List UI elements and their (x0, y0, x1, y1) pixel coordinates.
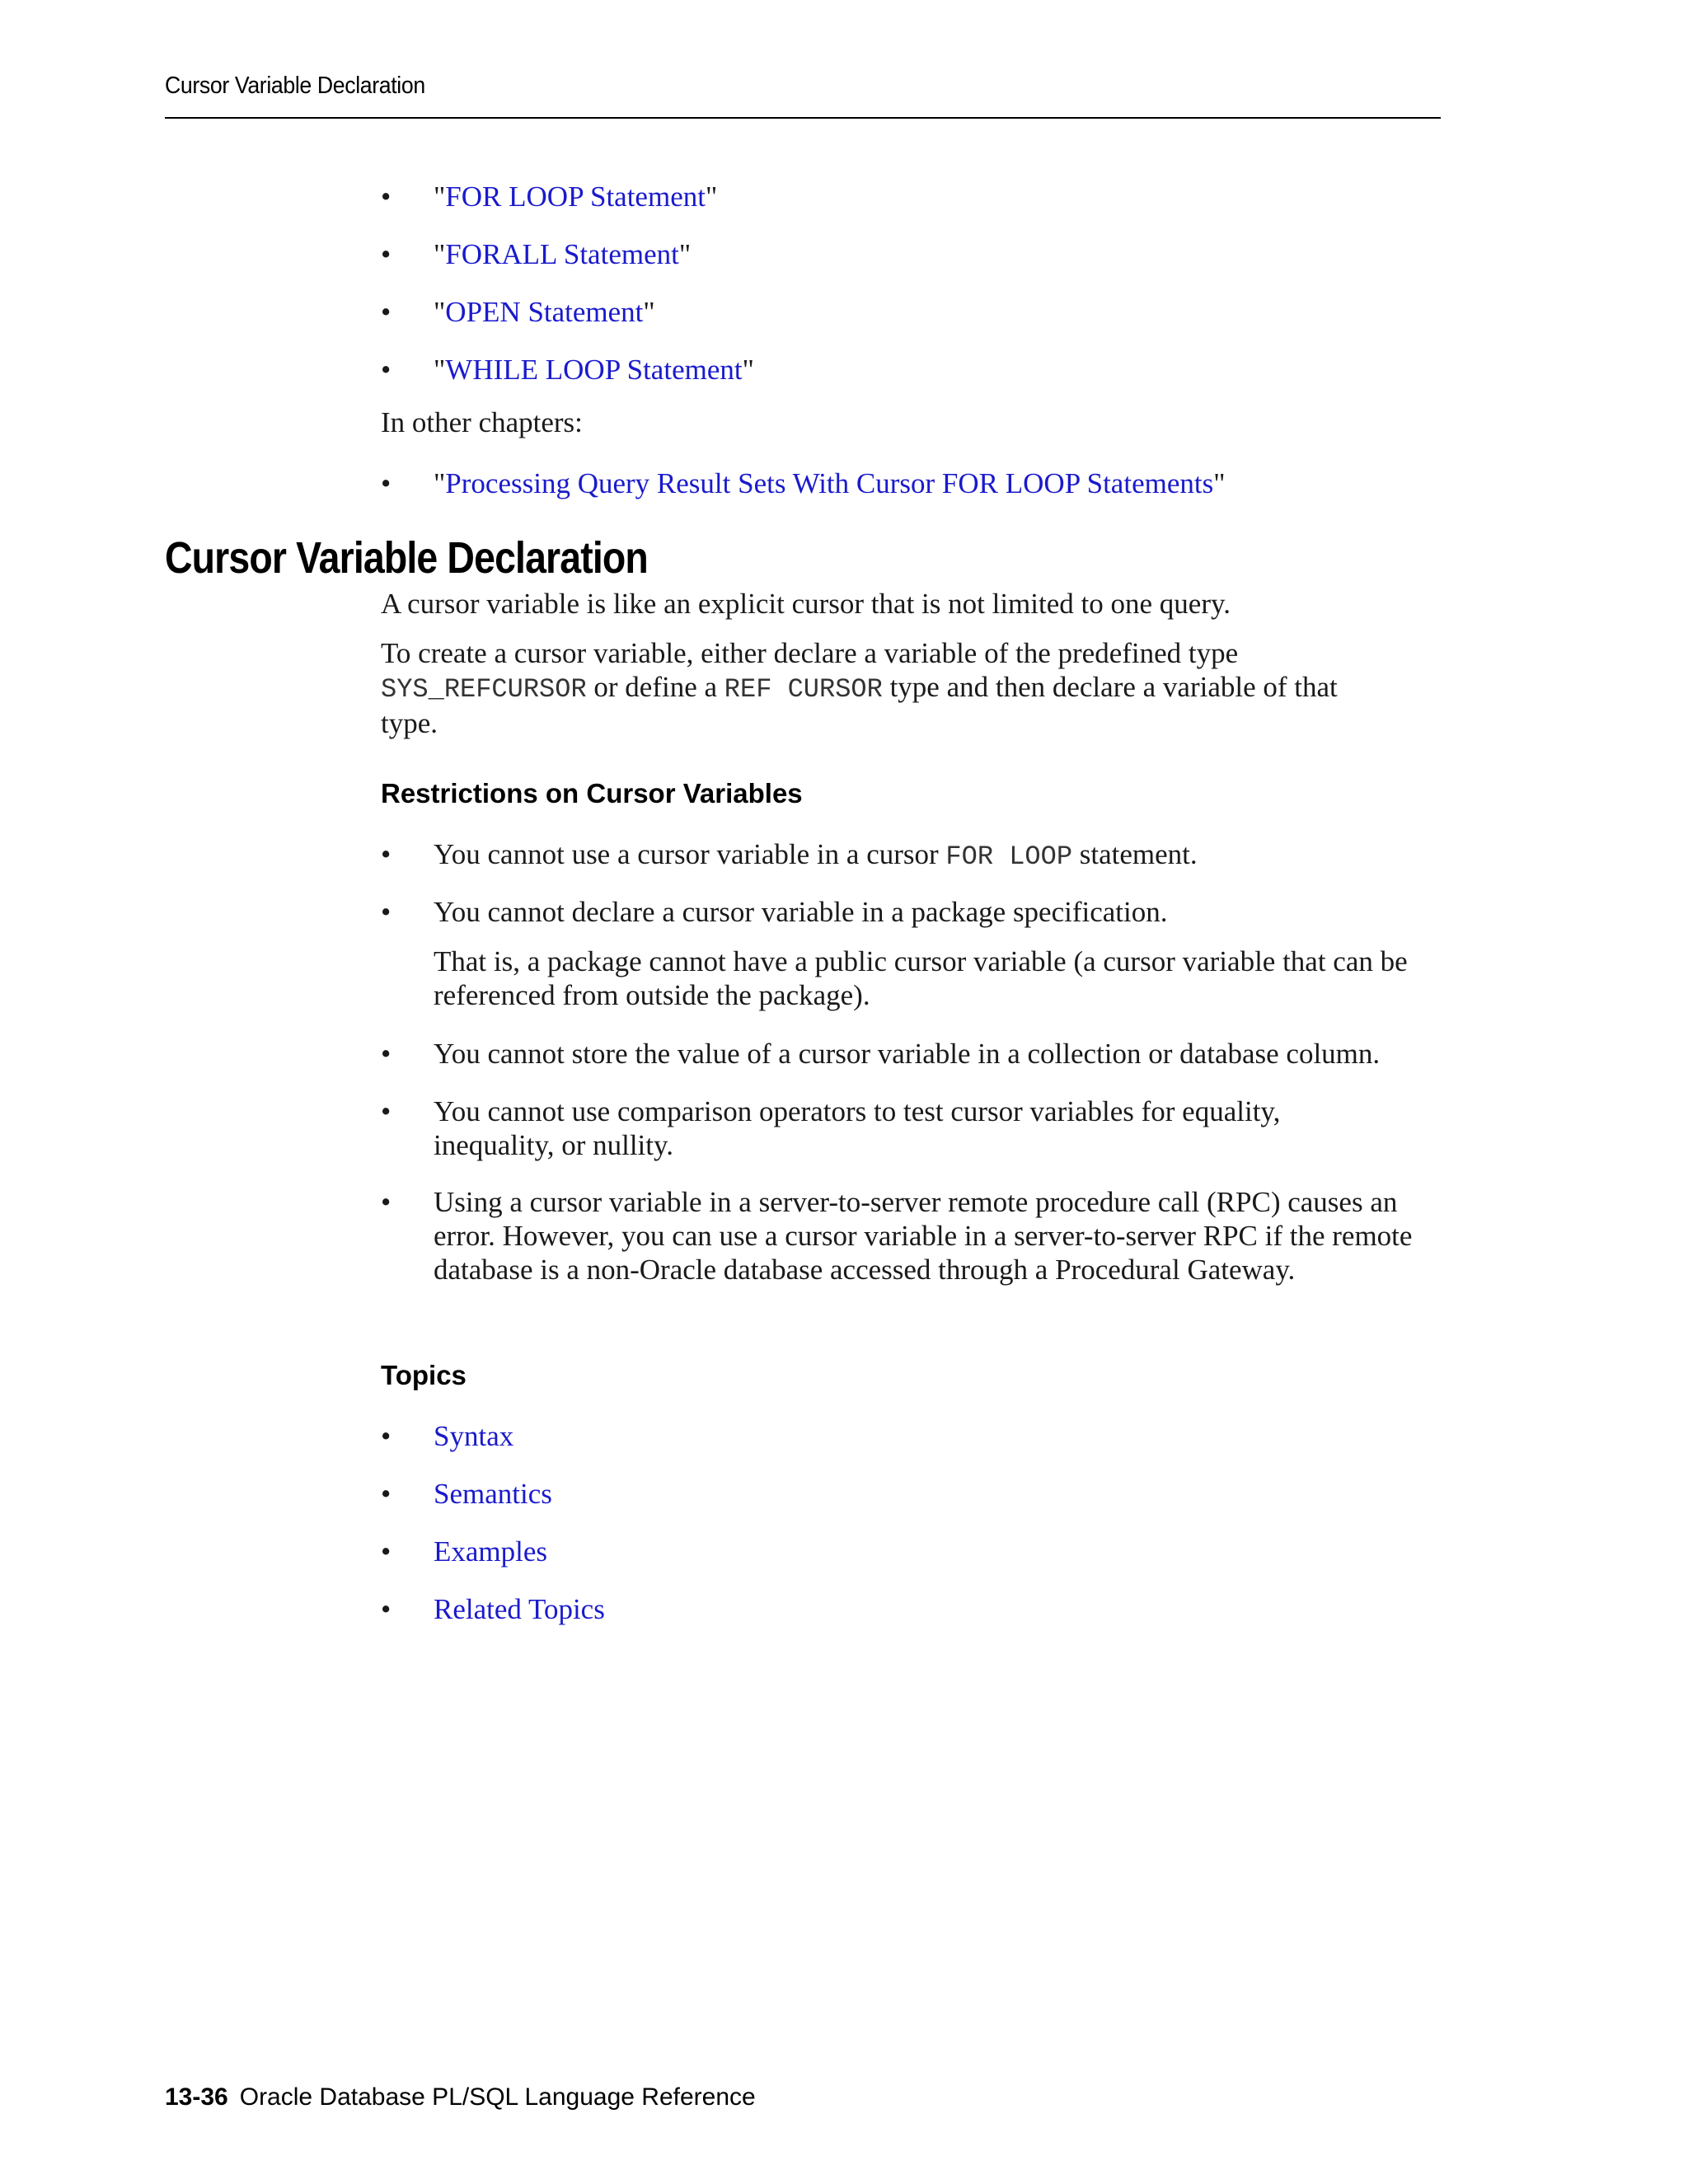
header-rule (165, 117, 1441, 119)
bullet-icon: • (381, 1593, 392, 1625)
bullet-icon: • (381, 896, 392, 928)
running-header: Cursor Variable Declaration (165, 73, 425, 99)
bullet-icon: • (381, 180, 392, 213)
bullet-icon: • (381, 296, 392, 328)
link-semantics[interactable]: Semantics (434, 1478, 552, 1510)
create-paragraph: To create a cursor variable, either declare a variable of the predefined type SYS_REFCURSOR or define a REF CURSOR type and then declare a variable of that type. (381, 637, 1338, 739)
section-intro: A cursor variable is like an explicit cursor that is not limited to one query. (381, 588, 1231, 620)
link-related-topics[interactable]: Related Topics (434, 1593, 605, 1625)
bullet-icon: • (381, 1478, 392, 1510)
section-title: Cursor Variable Declaration (165, 533, 648, 583)
link-forall-statement[interactable]: FORALL Statement (445, 238, 679, 270)
restrictions-heading: Restrictions on Cursor Variables (381, 778, 803, 808)
bullet-icon: • (381, 1420, 392, 1452)
bullet-icon: • (381, 1535, 392, 1568)
bullet-icon: • (381, 1186, 392, 1218)
bullet-icon: • (381, 1038, 392, 1070)
code-ref-cursor: REF CURSOR (724, 674, 883, 705)
link-while-loop-statement[interactable]: WHILE LOOP Statement (445, 354, 743, 386)
book-title: Oracle Database PL/SQL Language Reference (239, 2083, 756, 2111)
link-processing-query-result-sets[interactable]: Processing Query Result Sets With Cursor FOR LOOP Statements (445, 467, 1214, 499)
page-number: 13-36 (165, 2083, 228, 2111)
link-syntax[interactable]: Syntax (434, 1420, 514, 1452)
bullet-icon: • (381, 238, 392, 270)
code-for-loop: FOR LOOP (945, 841, 1073, 872)
link-open-statement[interactable]: OPEN Statement (445, 296, 644, 328)
bullet-icon: • (381, 838, 392, 870)
bullet-icon: • (381, 467, 392, 499)
bullet-icon: • (381, 1095, 392, 1127)
page-footer (165, 2083, 756, 2111)
bullet-icon: • (381, 354, 392, 386)
code-sys-refcursor: SYS_REFCURSOR (381, 674, 587, 705)
topics-heading: Topics (381, 1360, 467, 1390)
link-for-loop-statement[interactable]: FOR LOOP Statement (445, 180, 706, 213)
link-examples[interactable]: Examples (434, 1535, 548, 1568)
other-chapters-label: In other chapters: (381, 406, 583, 438)
